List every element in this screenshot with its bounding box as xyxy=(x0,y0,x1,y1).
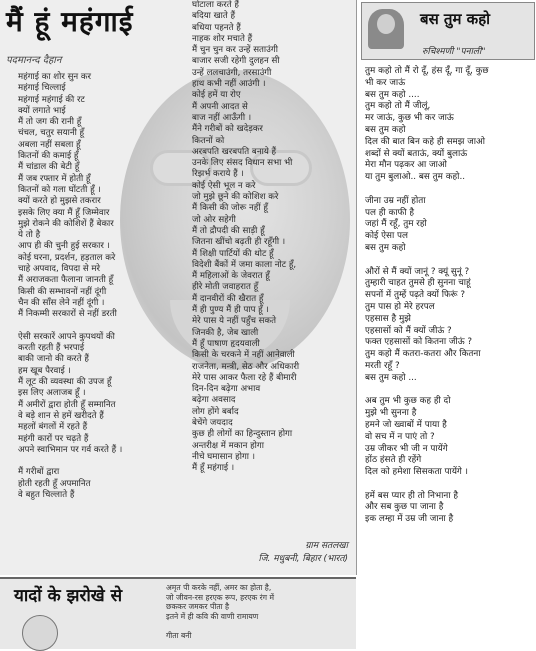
left-poem-col2-line: राजनेता, मन्त्री, सेठ और अधिकारी xyxy=(192,361,300,372)
left-poem-col1-line: महलों बंगलों में रहते हैं xyxy=(18,422,88,433)
right-poem-line: फक्त एहसासों को कितना जीऊं ? xyxy=(365,337,473,348)
right-poem-line: हमें बस प्यार ही तो निभाना है xyxy=(365,490,459,501)
right-poem-line: जहां मैं रहूँ, तुम रहो xyxy=(365,219,427,230)
left-poem-col1-line: अबला नहीं सबला हूँ xyxy=(18,139,81,150)
left-poem-col2-line: जिनकी है, जेब खाली xyxy=(192,327,259,338)
right-poem-line: तुम कहो तो मैं जीलूं, xyxy=(365,101,431,112)
right-poem-line: बस तुम कहो .... xyxy=(365,89,420,100)
left-poem-col2-line: मैं किसी की जोरू नहीं हूँ xyxy=(192,203,268,214)
memories-poem-line: जो जीवन-रस हरएक रूप, हरएक रंग में xyxy=(166,592,274,602)
right-poem-line: होंठ हंसते ही रहेंगे xyxy=(365,455,422,466)
left-poem-col1-line: अपने स्वाभिमान पर गर्व करते हैं । xyxy=(18,444,123,455)
left-poem-col2-line: मैं हूँ महंगाई । xyxy=(192,463,235,474)
left-poem-col1-line: मैं चांडाल की बेटी हूँ xyxy=(18,162,80,173)
left-poem-col1-line: ये तो है xyxy=(18,230,41,241)
right-poem-line: जीना उम्र नहीं होता xyxy=(365,195,426,206)
memories-poem-line xyxy=(166,621,274,631)
left-poem-col2-line: मैं महिलाओं के जेवरात हूँ xyxy=(192,271,270,282)
left-poem-col2-line: जो मुझे छूने की कोशिश करे xyxy=(192,192,279,203)
left-poem-author: पदमानन्द दैहान xyxy=(6,55,62,66)
left-poem-col2-line: जो ओर सहेगी xyxy=(192,214,236,225)
left-poem-col1-line: आप ही की चुनी हुई सरकार । xyxy=(18,241,110,252)
right-poem-line: सपनों में तुम्हें पढ़ते क्यों फिरूं ? xyxy=(365,290,466,301)
left-poem-col2-line: मैं हूँ पाषाण हृदयवाली xyxy=(192,338,260,349)
memories-poem-line: इतने में ही कवि की वाणी रामायण xyxy=(166,611,259,621)
left-poem-col1-line: हम खूब पैरवाई । xyxy=(18,365,71,376)
right-poem-line: या तुम बुलाओ.. बस तुम कहो.. xyxy=(365,172,466,183)
left-poem-title: मैं हूं महंगाई xyxy=(6,5,134,38)
right-poem-line: बस तुम कहो xyxy=(365,242,406,253)
cartoon-face-icon xyxy=(22,615,58,651)
right-poem-line: हमने जो ख्वाबों में पाया है xyxy=(365,419,447,430)
left-poem-col2-line: मैंने गरीबों को खदेड़कर xyxy=(192,124,263,135)
right-poem-line: अब तुम भी कुछ कह ही दो xyxy=(365,396,451,407)
left-poem-col1-line: क्यों लगाते भाई xyxy=(18,105,66,116)
left-poem-col2-line: उनके लिए संसद विधान सभा भी xyxy=(192,158,293,169)
left-poem-col2-line: बधिया पहनते हैं xyxy=(192,22,241,33)
left-poem-col2-line: हीरे मोती जवाहरात हूँ xyxy=(192,282,259,293)
memories-poem-line: अमृत पी करके नहीं, अमर का होता है, xyxy=(166,583,272,592)
left-poem-col1-line: चंचल, चतुर सयानी हूँ xyxy=(18,128,85,139)
left-poem-col1-line: इस लिए अलाजब हूँ । xyxy=(18,388,86,399)
right-poem-line: और सब कुछ पा जाना है xyxy=(365,502,444,513)
left-poem-col1-line: मैं अराजकता फैलाना जानती हूँ xyxy=(18,275,114,286)
left-poem-col1-line: कितनों को गला घोंटती हूँ । xyxy=(18,184,101,195)
left-poem-col2-line: नीचे घमासान होगा । xyxy=(192,451,256,462)
left-poem-col1-line: होती रहती हूँ अपमानित xyxy=(18,478,91,489)
left-poem-col2-line: नाहक शोर मचाते हैं xyxy=(192,33,253,44)
left-poem-col2-line: मैं ही पुण्य मैं ही पाप हूँ । xyxy=(192,305,269,316)
left-poem-col2-line: लोग होंगे बर्बाद xyxy=(192,406,239,417)
right-poem-line: कोई ऐसा पल xyxy=(365,231,408,242)
left-poem-col1-line: चैन की साँस लेने नहीं दूंगी । xyxy=(18,297,105,308)
right-poem-panel xyxy=(357,0,536,647)
left-poem-col2-line: उन्हें ललचाउंगी, तरसाउंगी xyxy=(192,67,272,78)
memories-poem-body xyxy=(166,583,274,641)
left-poem-column-2 xyxy=(192,0,299,474)
memories-panel xyxy=(0,577,356,649)
left-poem-col2-line: मैं तो द्रौपदी की साड़ी हूँ xyxy=(192,225,265,236)
right-poem-line: मेरा मौन पढ़कर आ जाओ xyxy=(365,160,447,171)
left-poem-col1-line: महंगाई चिल्लाई xyxy=(18,83,66,94)
left-poem-col2-line: किसी के चरकने में नहीं आनेवाली xyxy=(192,350,295,361)
left-poem-col2-line: विदेशी बैंकों में जमा काला नोट हूँ, xyxy=(192,259,297,270)
left-poem-col1-line: मैं जब रफ्तार में होती हूँ xyxy=(18,173,91,184)
left-poem-col1-line: मुझे रोकने की कोशिशें हैं बेकार xyxy=(18,218,114,229)
left-poem-col1-line xyxy=(18,321,122,332)
author-photo xyxy=(368,9,404,49)
right-poem-line: शब्दों से क्यों बताऊं, क्यों बुलाऊं xyxy=(365,148,468,159)
memories-poem-line: छककर जमकर पीता है xyxy=(166,602,230,612)
left-poem-col2-line: मैं चुन चुन कर उन्हें सताउंगी xyxy=(192,45,278,56)
left-poem-col1-line: मैं गरीबों द्वारा xyxy=(18,467,60,478)
left-poem-col2-line: कुछ ही लोगों का हिन्दुस्तान होगा xyxy=(192,429,293,440)
left-poem-col1-line: करती रहती हैं भरपाई xyxy=(18,343,85,354)
left-poem-col2-line: हाथ कभी नहीं आउंगी । xyxy=(192,79,266,90)
left-poem-col2-line: घोटाला करते हैं xyxy=(192,0,239,10)
left-poem-col1-line: कितनों की कमाई हूँ xyxy=(18,151,79,162)
right-poem-author: रुचिश्मणी "पनाली" xyxy=(422,47,486,57)
left-poem-column-1 xyxy=(18,72,122,501)
right-poem-line: तुम कहो तो मैं रो दूँ, हंस दूँ, गा दूँ, कुछ xyxy=(365,66,489,76)
right-poem-line: मरती रहूँ ? xyxy=(365,360,400,371)
left-poem-col2-line: मैं अपनी आदत से xyxy=(192,101,248,112)
left-poem-col2-line: मेरे पास ये नहीं पहुँच सकते xyxy=(192,316,276,327)
left-poem-signature-place: जि. मधुबनी, बिहार (भारत) xyxy=(258,554,348,564)
right-poem-line xyxy=(365,479,489,491)
left-poem-col2-line: दिन-दिन बढ़ेगा अभाव xyxy=(192,384,261,395)
left-poem-col1-line: मैं निकम्मी सरकारों से नहीं डरती xyxy=(18,309,117,320)
left-poem-col2-line: बदिया खाते हैं xyxy=(192,11,236,22)
right-poem-line: उम्र जीकर भी जी न पायेंगे xyxy=(365,443,448,454)
left-poem-col2-line: अन्तरीक्ष में मकान होगा xyxy=(192,440,264,451)
left-poem-col2-line: बाजार सजी रहेगी दुलहन सी xyxy=(192,56,280,67)
memories-title: यादों के झरोखे से xyxy=(14,586,123,606)
left-poem-col1-line: क्यों करते हो मुझसे तकरार xyxy=(18,196,101,207)
right-poem-line: एहसास है मुझे xyxy=(365,313,411,324)
left-poem-col1-line: वे बड़े शान से हमें खरीदते हैं xyxy=(18,410,104,421)
right-poem-line: तुम्हारी चाहत तुमसे ही सुनना चाहूं xyxy=(365,278,471,289)
right-poem-line: तुम पास हो मेरे हरपल xyxy=(365,301,435,312)
left-poem-col1-line: इसके लिए क्या मैं हूँ जिम्मेवार xyxy=(18,207,110,218)
left-poem-col1-line: वे बहुत चिल्लाते हैं xyxy=(18,489,75,500)
right-poem-line: एहसासों को मैं क्यों जीऊं ? xyxy=(365,325,452,336)
left-poem-col1-line xyxy=(18,456,122,467)
left-poem-col2-line: बाज नहीं आऊँगी । xyxy=(192,112,252,123)
left-poem-col1-line: चाहे अपवाद, विपदा से मरे xyxy=(18,264,101,275)
right-poem-line: दिल को हमेशा सिसकता पायेंगे । xyxy=(365,467,469,478)
left-poem-col2-line: मैं दानवीरों की खैरात हूँ xyxy=(192,293,264,304)
right-poem-line: पल ही काफी है xyxy=(365,207,415,218)
right-poem-line: भी कर जाऊं xyxy=(365,77,406,88)
left-poem-col1-line: मैं लूट की व्यवस्था की उपज हूँ xyxy=(18,377,112,388)
left-poem-col2-line: मेरे पास आकर फैला रहे हैं बीमारी xyxy=(192,372,297,383)
right-poem-line xyxy=(365,255,489,267)
left-poem-col2-line: बेचेंगे जयदाद xyxy=(192,417,233,428)
right-poem-line: इक लम्हा में उम्र जी जाना है xyxy=(365,514,454,525)
left-poem-col1-line: महंगी कारों पर चढ़ते हैं xyxy=(18,433,89,444)
right-poem-line xyxy=(365,184,489,196)
left-poem-col2-line: बढ़ेगा अवसाद xyxy=(192,395,236,406)
right-poem-line: वो सच में न पाएं तो ? xyxy=(365,431,435,442)
right-poem-title: बस तुम कहो xyxy=(420,10,491,28)
right-poem-line: तुम कहो मैं कतरा-कतरा और कितना xyxy=(365,349,481,360)
left-poem-col2-line: अरबपति खरबपति बनाये हैं xyxy=(192,146,277,157)
left-poem-col1-line: कोई घरना, प्रदर्शन, हड़ताल करे xyxy=(18,252,116,263)
right-poem-header xyxy=(361,2,535,60)
left-poem-col1-line: मैं अमीरों द्वारा होती हूँ सम्मानित xyxy=(18,399,116,410)
left-poem-col1-line: किसी की सम्भावनों नहीं दूंगी xyxy=(18,286,107,297)
left-poem-col1-line: मैं तो जग की रानी हूँ xyxy=(18,117,82,128)
left-poem-col1-line: महंगाई का शोर सुन कर xyxy=(18,72,92,82)
memories-poem-line: गीता बनी xyxy=(166,630,192,640)
left-poem-col2-line: कितनों को xyxy=(192,135,225,146)
left-poem-col2-line: रिझर्भ कराये हैं । xyxy=(192,169,244,180)
left-poem-col1-line: ऐसी सरकारें आपने कुपथयों की xyxy=(18,331,115,342)
left-poem-col1-line: महंगाई महंगाई की रट xyxy=(18,94,85,105)
left-poem-signature-village: ग्राम सतलखा xyxy=(305,541,348,551)
right-poem-line: दिल की बात बिन कहे ही समझ जाओ xyxy=(365,136,486,147)
left-poem-col2-line: कोई हमें या रोए xyxy=(192,90,241,101)
right-poem-body xyxy=(365,66,489,526)
right-poem-line: मर जाऊं, कुछ भी कर जाऊं xyxy=(365,113,454,124)
left-poem-col2-line: जितना खींचो बढ़ती ही रहूँगी । xyxy=(192,237,286,248)
left-poem-col2-line: कोई ऐसी भूल न करे xyxy=(192,180,256,191)
right-poem-line xyxy=(365,385,489,397)
left-poem-col1-line: बाकी जानो की करते हैं xyxy=(18,354,89,365)
right-poem-line: मुझे भी सुनना है xyxy=(365,408,417,419)
left-poem-col2-line: मैं शिक्षी पार्टियों की थोट हूँ xyxy=(192,248,274,259)
right-poem-line: बस तुम कहो ... xyxy=(365,372,417,383)
right-poem-line: औरों से मैं क्यों जानूं ? क्यूं सुनूं ? xyxy=(365,266,470,277)
right-poem-line: बस तुम कहो xyxy=(365,124,406,135)
